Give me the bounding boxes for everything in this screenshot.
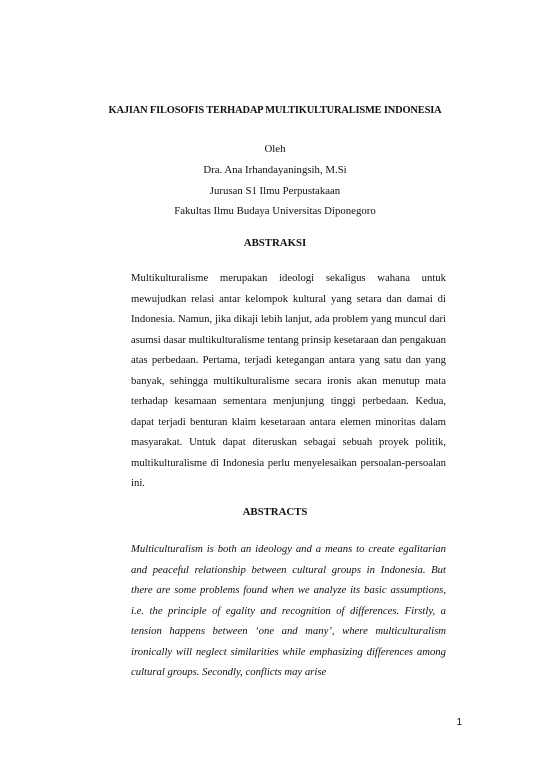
paper-title: KAJIAN FILOSOFIS TERHADAP MULTIKULTURALISME INDONESIA <box>108 105 442 116</box>
author-block <box>0 139 550 222</box>
abstracts-heading: ABSTRACTS <box>242 506 308 518</box>
author-name: Dra. Ana Irhandayaningsih, M.Si <box>203 163 347 176</box>
abstraksi-paragraph: Multikulturalisme merupakan ideologi sekaligus wahana untuk mewujudkan relasi antar kelompok kultural yang setara dan damai di Indonesia. Namun, jika dikaji lebih lanjut, ada problem yang muncul dari asumsi dasar multikulturalisme tentang prinsip kesetaraan dan pengakuan atas perbedaan. Pertama, terjadi ketegangan antara yang satu dan yang banyak, sehingga multikulturalisme secara ironis akan menutup mata terhadap kesamaan sementara menjunjung tinggi perbedaan. Kedua, dapat terjadi benturan klaim kesetaraan antara elemen minoritas dalam masyarakat. Untuk dapat diteruskan sebagai sebuah proyek politik, multikulturalisme di Indonesia perlu menyelesaikan persoalan-persoalan ini. <box>131 272 446 489</box>
abstraksi-heading: ABSTRAKSI <box>243 237 307 249</box>
by-label: Oleh <box>264 143 286 155</box>
author-department: Jurusan S1 Ilmu Perpustakaan <box>209 184 341 197</box>
page-number: 1 <box>456 717 462 728</box>
abstracts-paragraph: Multiculturalism is both an ideology and a means to create egalitarian and peaceful relationship between cultural groups in Indonesia. But there are some problems found when we analyze its basic assumptions, i.e. the principle of egality and recognition of differences. Firstly, a tension happens between ‘one and many’, where multiculturalism ironically will neglect similarities while emphasizing differences among cultural groups. Secondly, conflicts may arise <box>131 543 446 678</box>
author-faculty: Fakultas Ilmu Budaya Universitas Diponegoro <box>174 205 376 218</box>
